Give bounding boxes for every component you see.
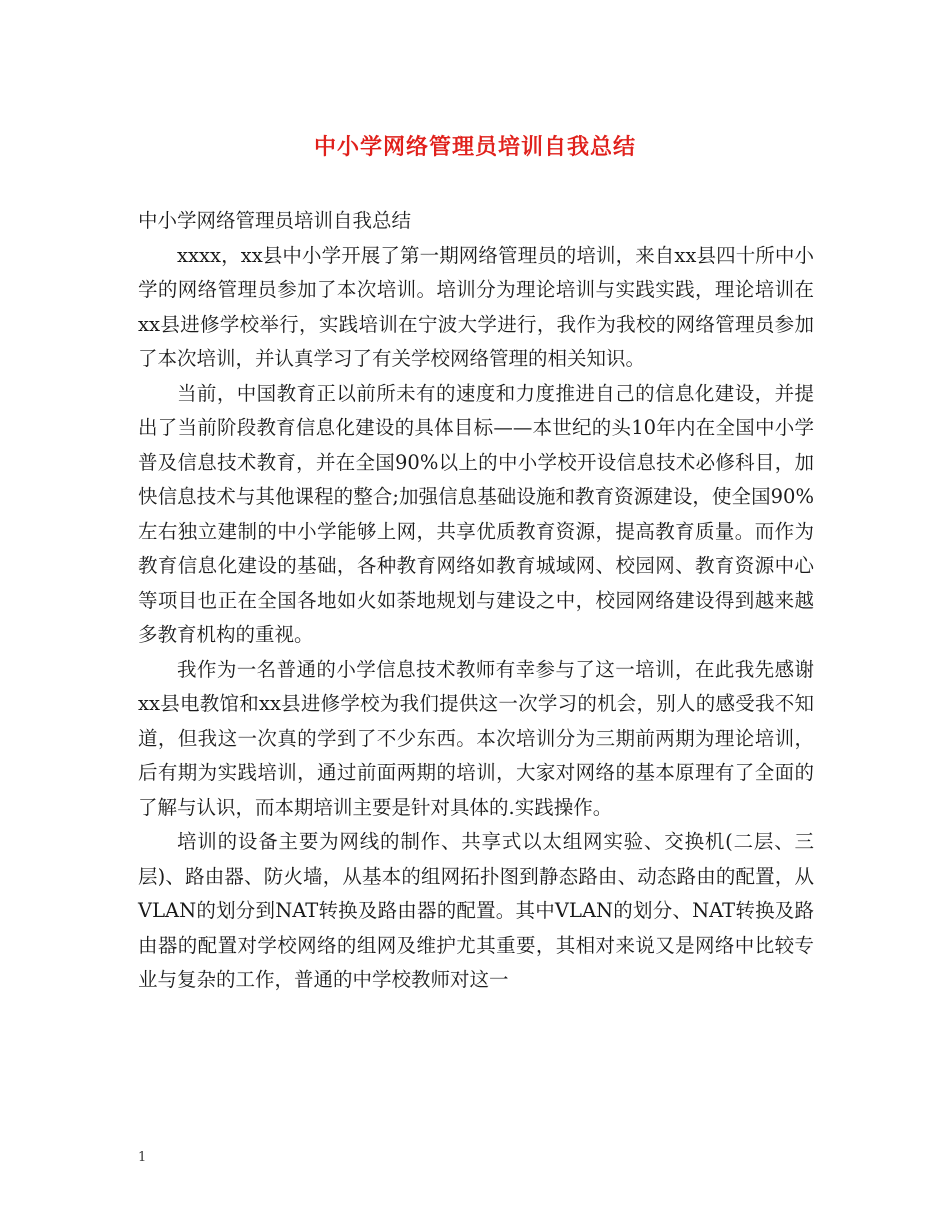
paragraph-3: 我作为一名普通的小学信息技术教师有幸参与了这一培训，在此我先感谢xx县电教馆和xx县进修学校为我们提供这一次学习的机会，别人的感受我不知道，但我这一次真的学到了不少东西。本次培训分为三期前两期为理论培训，后有期为实践培训，通过前面两期的培训，大家对网络的基本原理有了全面的了解与认识，而本期培训主要是针对具体的.实践操作。 bbox=[138, 657, 814, 819]
document-body bbox=[138, 204, 814, 998]
document-title: 中小学网络管理员培训自我总结 bbox=[313, 135, 636, 160]
paragraph-4: 培训的设备主要为网线的制作、共享式以太组网实验、交换机(二层、三层)、路由器、防火墙，从基本的组网拓扑图到静态路由、动态路由的配置，从VLAN的划分到NAT转换及路由器的配置。其中VLAN的划分、NAT转换及路由器的配置对学校网络的组网及维护尤其重要，其相对来说又是网络中比较专业与复杂的工作，普通的中学校教师对这一 bbox=[138, 830, 814, 991]
paragraph-1: xxxx，xx县中小学开展了第一期网络管理员的培训，来自xx县四十所中小学的网络管理员参加了本次培训。培训分为理论培训与实践实践，理论培训在xx县进修学校举行，实践培训在宁波大学进行，我作为我校的网络管理员参加了本次培训，并认真学习了有关学校网络管理的相关知识。 bbox=[138, 243, 814, 370]
paragraph-2: 当前，中国教育正以前所未有的速度和力度推进自己的信息化建设，并提出了当前阶段教育信息化建设的具体目标——本世纪的头10年内在全国中小学普及信息技术教育，并在全国90%以上的中小学校开设信息技术必修科目，加快信息技术与其他课程的整合;加强信息基础设施和教育资源建设，使全国90%左右独立建制的中小学能够上网，共享优质教育资源，提高教育质量。而作为教育信息化建设的基础，各种教育网络如教育城域网、校园网、教育资源中心等项目也正在全国各地如火如荼地规划与建设之中，校园网络建设得到越来越多教育机构的重视。 bbox=[138, 381, 814, 646]
page-number: 1 bbox=[138, 1150, 147, 1165]
document-subtitle: 中小学网络管理员培训自我总结 bbox=[138, 209, 412, 232]
